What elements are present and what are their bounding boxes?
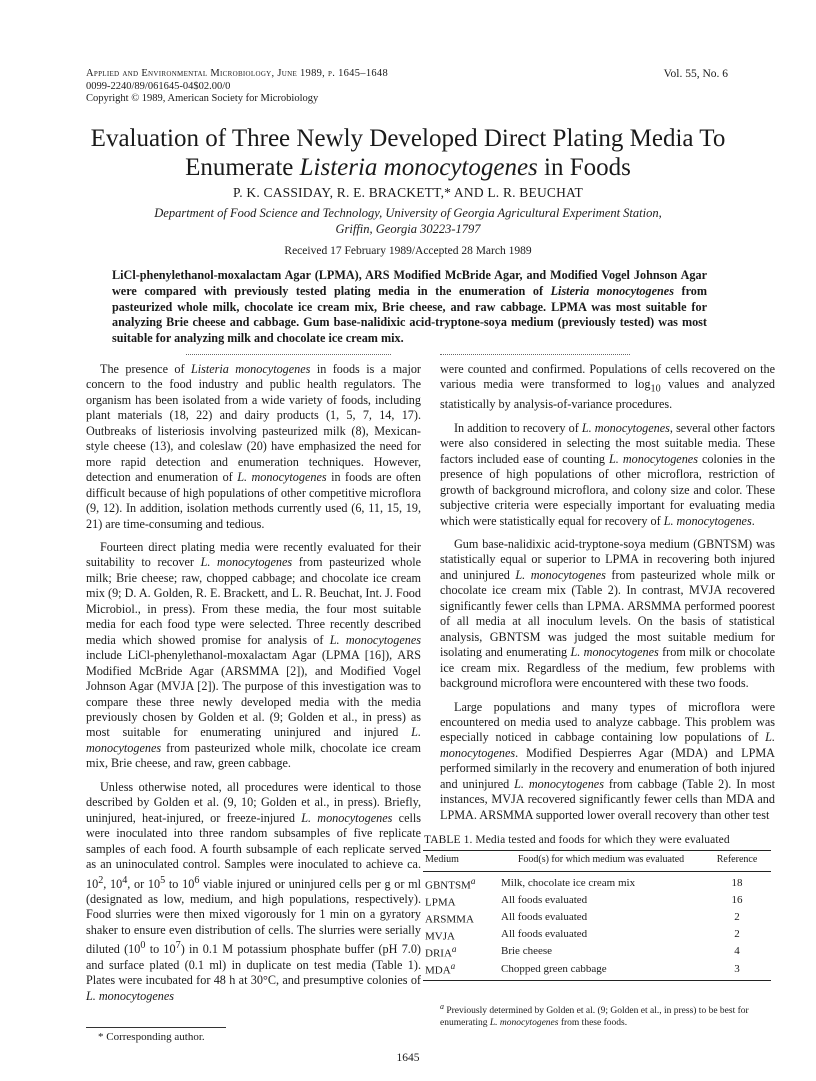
title-line-1: Evaluation of Three Newly Developed Direct Plating Media To bbox=[90, 125, 726, 152]
body-column-right bbox=[440, 362, 775, 823]
cell-foods: All foods evaluated bbox=[501, 928, 588, 941]
cell-foods: Milk, chocolate ice cream mix bbox=[501, 876, 636, 889]
cell-foods: Brie cheese bbox=[501, 945, 552, 958]
divider-right bbox=[440, 354, 630, 355]
media-table bbox=[423, 850, 771, 981]
cell-foods: All foods evaluated bbox=[501, 911, 588, 924]
affiliation-line-1: Department of Food Science and Technology, University of Georgia Agricultural Experiment Station, bbox=[154, 206, 662, 220]
cell-reference: 16 bbox=[731, 893, 743, 906]
corresponding-author-note: * Corresponding author. bbox=[98, 1031, 205, 1043]
author-list: P. K. CASSIDAY, R. E. BRACKETT,* AND L. R. BEUCHAT bbox=[233, 185, 583, 200]
header-reference: Reference bbox=[716, 854, 758, 865]
footnote-rule bbox=[86, 1027, 226, 1028]
cell-reference: 18 bbox=[731, 876, 743, 889]
table-row bbox=[423, 960, 771, 981]
paragraph: The presence of Listeria monocytogenes in foods is a major concern to the food industry and public health regulators. The organism has been isolated from a wide variety of foods, including plant materials (18, 22) and dairy products (1, 5, 7, 14, 17). Outbreaks of listeriosis involving pasteurized milk (8), Mexican-style cheese (13), and coleslaw (20) have emphasized the need for more rapid detection and enumeration techniques. However, detection and enumeration of L. monocytogenes in foods are often difficult because of high populations of other competitive microflora (9, 12). In addition, isolation methods currently used (6, 11, 15, 19, 21) are time-consuming and tedious. bbox=[86, 362, 421, 531]
paragraph: In addition to recovery of L. monocytogenes, several other factors were also considered in selecting the most suitable media. These factors included ease of counting L. monocytogenes colonies in the presence of high populations of other microflora, restriction of growth of background microflora, and colony size and color. These subjective criteria were especially important for evaluating media which were statistically equal for recovery of L. monocytogenes. bbox=[440, 420, 775, 528]
table-footnote: $^a$ Previously determined by Golden et al. (9; Golden et al., in press) to be best for enumerating L. monocytogenes from these foods. bbox=[440, 1002, 749, 1028]
title-text: in Foods bbox=[537, 154, 631, 181]
cell-reference: 2 bbox=[734, 928, 740, 941]
table-header-row bbox=[423, 851, 771, 872]
affiliation-line-2: Griffin, Georgia 30223-1797 bbox=[335, 222, 481, 236]
paragraph: Fourteen direct plating media were recently evaluated for their suitability to recover L. monocytogenes from pasteurized whole milk; Brie cheese; raw, chopped cabbage; and chocolate ice cream mix (9; D. A. Golden, R. E. Brackett, and L. R. Beuchat, Int. J. Food Microbiol., in press). From these media, the four most suitable media for each food type were selected. Three recently described media which showed promise for analysis of L. monocytogenes include LiCl-phenylethanol-moxalactam Agar (LPMA [16]), ARS Modified McBride Agar (ARSMMA [2]), and Modified Vogel Johnson Agar (MVJA [2]). The purpose of this investigation was to compare these three newly developed media with the media previously chosen by Golden et al. (9; Golden et al., in press) as most suitable for enumerating uninjured and injured L. monocytogenes from pasteurized whole milk, chocolate ice cream mix, Brie cheese, and raw, green cabbage. bbox=[86, 539, 421, 771]
table-caption: TABLE 1. Media tested and foods for which they were evaluated bbox=[424, 834, 730, 846]
cell-foods: All foods evaluated bbox=[501, 893, 588, 906]
cell-medium: ARSMMA bbox=[425, 913, 474, 926]
title-line-2 bbox=[60, 153, 756, 182]
paragraph: Gum base-nalidixic acid-tryptone-soya medium (GBNTSM) was statistically equal or superior to LPMA in recovering both injured and uninjured L. monocytogenes from pasteurized whole milk or chocolate ice cream mix (Table 2). In contrast, MVJA recovered significantly fewer cells than LPMA. ARSMMA performed poorest of all media at all inoculum levels. On the basis of statistical analysis, GBNTSM was judged the most suitable medium for isolating and enumerating L. monocytogenes from milk or chocolate ice cream mix. Regardless of the medium, few problems with background microflora were encountered with these two foods. bbox=[440, 536, 775, 691]
journal-header bbox=[86, 68, 388, 106]
abstract bbox=[112, 268, 707, 347]
journal-line: Applied and Environmental Microbiology, June 1989, p. 1645–1648 bbox=[86, 68, 389, 79]
cell-medium: MDA$^a$ bbox=[425, 961, 456, 977]
received-dates: Received 17 February 1989/Accepted 28 March 1989 bbox=[284, 245, 532, 257]
cell-reference: 2 bbox=[734, 911, 740, 924]
cell-reference: 4 bbox=[734, 945, 740, 958]
table-row bbox=[423, 892, 771, 909]
table-row bbox=[423, 909, 771, 926]
article-title bbox=[60, 124, 756, 182]
copyright-line: Copyright © 1989, American Society for Microbiology bbox=[86, 93, 319, 104]
table-row bbox=[423, 871, 771, 892]
cell-reference: 3 bbox=[734, 962, 740, 975]
abstract-text: from pasteurized whole milk, chocolate ice cream mix, Brie cheese, and raw cabbage. LPMA was most suitable for analyzing Brie cheese and cabbage. Gum base-nalidixic acid-tryptone-soya medium (previously tested) was most suitable for analyzing milk and chocolate ice cream mix. bbox=[112, 283, 708, 346]
table-row bbox=[423, 943, 771, 960]
paragraph: Unless otherwise noted, all procedures were identical to those described by Golden et al. (9, 10; Golden et al., in press). Briefly, uninjured, heat-injured, or freeze-injured L. monocytogenes cells were inoculated into three random subsamples of five replicate samples of each food. A fourth subsample of each replicate served as an uninoculated control. Samples were inoculated to achieve ca. $10^2$, $10^4$, or $10^5$ to $10^6$ viable injured or uninjured cells per g or ml (designated as low, medium, and high populations, respectively). Food slurries were then mixed vigorously for 1 min on a gyratory shaker to ensure even distribution of cells. The slurries were serially diluted ($10^0$ to $10^7$) in 0.1 M potassium phosphate buffer (pH 7.0) and surface plated (0.1 ml) in duplicate on test media (Table 1). Plates were incubated for 48 h at 30°C, and presumptive colonies of L. monocytogenes bbox=[86, 779, 422, 1003]
cell-medium: GBNTSM$^a$ bbox=[425, 875, 476, 892]
cell-medium: MVJA bbox=[425, 930, 455, 943]
header-foods: Food(s) for which medium was evaluated bbox=[517, 854, 685, 865]
abstract-text: LiCl-phenylethanol-moxalactam Agar (LPMA), ARS Modified McBride Agar, and Modified Vogel Johnson Agar were compared with previously tested plating media in the enumeration of bbox=[112, 268, 707, 298]
page-number: 1645 bbox=[396, 1052, 420, 1064]
paragraph: Large populations and many types of microflora were encountered on media used to analyze cabbage. This problem was especially noticed in cabbage containing low populations of L. monocytogenes. Modified Despierres Agar (MDA) and LPMA performed similarly in the recovery and enumeration of both injured and uninjured L. monocytogenes from cabbage (Table 2). In most instances, MVJA recovered significantly fewer cells than MDA and LPMA. ARSMMA supported lower overall recovery than other test bbox=[440, 699, 775, 822]
title-text: Enumerate bbox=[185, 154, 300, 181]
header-medium: Medium bbox=[425, 854, 459, 865]
volume-label: Vol. 55, No. 6 bbox=[663, 68, 728, 80]
divider-left bbox=[186, 354, 391, 355]
cell-medium: DRIA$^a$ bbox=[425, 944, 457, 960]
code-line: 0099-2240/89/061645-04$02.00/0 bbox=[86, 80, 231, 92]
cell-medium: LPMA bbox=[425, 896, 456, 909]
title-species: Listeria monocytogenes bbox=[299, 154, 538, 181]
cell-foods: Chopped green cabbage bbox=[501, 962, 607, 975]
body-column-left bbox=[86, 362, 421, 1004]
table-row bbox=[423, 926, 771, 943]
abstract-species: Listeria monocytogenes bbox=[550, 283, 674, 298]
paragraph: were counted and confirmed. Populations of cells recovered on the various media were transformed to $\log_{10}$ values and analyzed statistically by analysis-of-variance procedures. bbox=[440, 362, 775, 412]
affiliation bbox=[110, 205, 706, 237]
